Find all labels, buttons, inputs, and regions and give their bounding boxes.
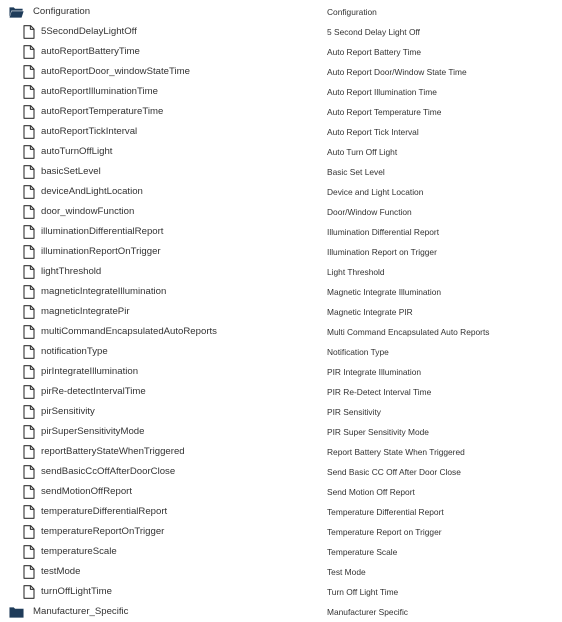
item-description: Magnetic Integrate PIR [327,307,413,317]
folder-closed-icon[interactable] [9,605,24,619]
tree-item-multicommandencapsulatedautoreports[interactable] [0,322,562,342]
item-name: temperatureDifferentialReport [41,506,168,517]
item-description: Multi Command Encapsulated Auto Reports [327,327,490,337]
item-name: multiCommandEncapsulatedAutoReports [41,326,217,337]
file-icon [23,105,35,119]
file-icon [23,165,35,179]
item-description: Temperature Report on Trigger [327,527,442,537]
item-name: autoTurnOffLight [41,146,113,157]
item-name: lightThreshold [41,266,102,277]
file-icon [23,285,35,299]
item-name: sendBasicCcOffAfterDoorClose [41,466,176,477]
tree-item-testmode[interactable] [0,562,562,582]
item-description: Illumination Differential Report [327,227,440,237]
file-icon [23,265,35,279]
tree-item-lightthreshold[interactable] [0,262,562,282]
item-name: pirIntegrateIllumination [41,366,139,377]
tree-item-reportbatterystatewhentriggered[interactable] [0,442,562,462]
folder-name: Configuration [33,6,91,17]
tree-item-autoreportdoor-windowstatetime[interactable] [0,62,562,82]
configuration-children [0,22,562,602]
item-description: Temperature Scale [327,547,398,557]
tree-item-pirsensitivity[interactable] [0,402,562,422]
folder-description: Manufacturer Specific [327,607,408,617]
item-name: basicSetLevel [41,166,101,177]
file-icon [23,565,35,579]
tree-item-illuminationreportontrigger[interactable] [0,242,562,262]
item-name: sendMotionOffReport [41,486,133,497]
folder-open-icon[interactable] [9,5,24,19]
item-description: Send Basic CC Off After Door Close [327,467,461,477]
item-name: autoReportIlluminationTime [41,86,158,97]
folder-name: Manufacturer_Specific [33,606,129,617]
item-name: reportBatteryStateWhenTriggered [41,446,185,457]
file-icon [23,385,35,399]
item-description: Auto Report Illumination Time [327,87,437,97]
file-icon [23,125,35,139]
item-description: Basic Set Level [327,167,385,177]
file-icon [23,365,35,379]
tree-item-pirintegrateillumination[interactable] [0,362,562,382]
item-description: Auto Report Tick Interval [327,127,419,137]
tree-item-sendbasicccoffafterdoorclose[interactable] [0,462,562,482]
file-icon [23,465,35,479]
item-name: pirSuperSensitivityMode [41,426,145,437]
file-icon [23,245,35,259]
item-description: Light Threshold [327,267,385,277]
tree-item-autoreportbatterytime[interactable] [0,42,562,62]
tree-item-magneticintegrateillumination[interactable] [0,282,562,302]
item-name: magneticIntegrateIllumination [41,286,167,297]
tree-item-autoreporttickinterval[interactable] [0,122,562,142]
item-description: Magnetic Integrate Illumination [327,287,442,297]
item-description: Door/Window Function [327,207,412,217]
tree-item-5seconddelaylightoff[interactable] [0,22,562,42]
item-description: Illumination Report on Trigger [327,247,437,257]
file-icon [23,305,35,319]
tree-item-notificationtype[interactable] [0,342,562,362]
item-description: PIR Re-Detect Interval Time [327,387,432,397]
file-icon [23,505,35,519]
item-name: magneticIntegratePir [41,306,130,317]
tree-item-basicsetlevel[interactable] [0,162,562,182]
item-name: illuminationDifferentialReport [41,226,164,237]
file-icon [23,545,35,559]
item-name: notificationType [41,346,108,357]
item-description: 5 Second Delay Light Off [327,27,420,37]
item-name: autoReportTemperatureTime [41,106,164,117]
folder-description: Configuration [327,7,377,17]
item-description: Auto Report Battery Time [327,47,422,57]
file-icon [23,225,35,239]
file-icon [23,65,35,79]
file-icon [23,585,35,599]
file-icon [23,445,35,459]
item-name: deviceAndLightLocation [41,186,143,197]
tree-item-pirre-detectintervaltime[interactable] [0,382,562,402]
item-name: pirRe-detectIntervalTime [41,386,146,397]
tree-item-illuminationdifferentialreport[interactable] [0,222,562,242]
item-name: temperatureScale [41,546,117,557]
file-icon [23,405,35,419]
tree-item-autoturnofflight[interactable] [0,142,562,162]
file-icon [23,325,35,339]
file-icon [23,45,35,59]
item-name: autoReportTickInterval [41,126,138,137]
tree-item-autoreporttemperaturetime[interactable] [0,102,562,122]
file-icon [23,425,35,439]
item-name: 5SecondDelayLightOff [41,26,137,37]
tree-item-autoreportilluminationtime[interactable] [0,82,562,102]
tree-item-pirsupersensitivitymode[interactable] [0,422,562,442]
item-description: Auto Turn Off Light [327,147,398,157]
item-description: Auto Report Door/Window State Time [327,67,467,77]
tree-item-door-windowfunction[interactable] [0,202,562,222]
tree-item-magneticintegratepir[interactable] [0,302,562,322]
tree-item-temperaturedifferentialreport[interactable] [0,502,562,522]
tree-item-sendmotionoffreport[interactable] [0,482,562,502]
file-icon [23,145,35,159]
item-name: autoReportBatteryTime [41,46,140,57]
file-icon [23,185,35,199]
item-description: Turn Off Light Time [327,587,399,597]
tree-folder-manufacturer-specific[interactable] [0,602,562,622]
item-name: temperatureReportOnTrigger [41,526,165,537]
item-description: PIR Integrate Illumination [327,367,422,377]
item-description: Test Mode [327,567,366,577]
item-description: Auto Report Temperature Time [327,107,442,117]
item-name: door_windowFunction [41,206,135,217]
item-description: Report Battery State When Triggered [327,447,465,457]
item-name: illuminationReportOnTrigger [41,246,161,257]
item-description: Device and Light Location [327,187,424,197]
item-description: PIR Super Sensitivity Mode [327,427,429,437]
file-icon [23,85,35,99]
tree-item-turnofflighttime[interactable] [0,582,562,602]
tree-folder-configuration[interactable] [0,2,562,22]
item-description: Temperature Differential Report [327,507,444,517]
file-icon [23,205,35,219]
item-name: pirSensitivity [41,406,95,417]
item-name: testMode [41,566,81,577]
file-icon [23,485,35,499]
file-icon [23,25,35,39]
tree-item-temperaturereportontrigger[interactable] [0,522,562,542]
tree-item-deviceandlightlocation[interactable] [0,182,562,202]
tree-item-temperaturescale[interactable] [0,542,562,562]
item-name: autoReportDoor_windowStateTime [41,66,190,77]
item-name: turnOffLightTime [41,586,112,597]
item-description: Send Motion Off Report [327,487,415,497]
item-description: Notification Type [327,347,389,357]
file-icon [23,345,35,359]
file-icon [23,525,35,539]
item-description: PIR Sensitivity [327,407,381,417]
